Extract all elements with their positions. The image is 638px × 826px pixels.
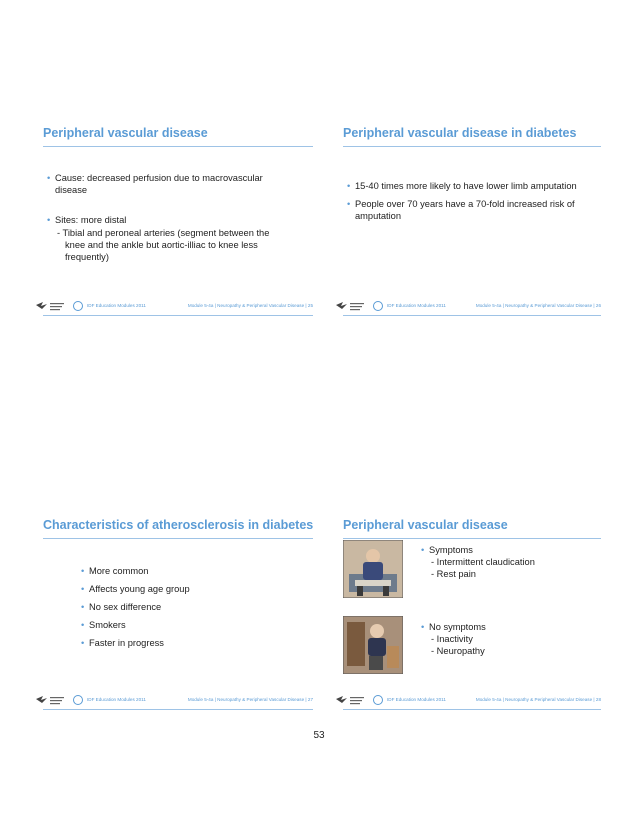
- bullet-item: [347, 180, 577, 192]
- footer-right-text: Module 5-4a | Neuropathy & Peripheral Vascular Disease | 25: [187, 303, 313, 308]
- bullet-item: [81, 619, 126, 631]
- bullet-text: Cause: decreased perfusion due to macrovascular: [55, 173, 263, 183]
- slide-title: Characteristics of atherosclerosis in diabetes: [43, 518, 314, 532]
- bullet-heading: [421, 544, 473, 556]
- footer-left-text: IDF Education Modules 2011: [87, 303, 146, 308]
- bullet-text: amputation: [355, 211, 401, 221]
- slide-title: Peripheral vascular disease: [343, 518, 508, 532]
- title-rule: [43, 538, 313, 539]
- sub-item: - Tibial and peroneal arteries (segment between the: [57, 228, 270, 238]
- bullet-text: Sites: more distal: [55, 215, 127, 225]
- bullet-icon: •: [47, 173, 51, 183]
- footer-right-text: Module 5-4a | Neuropathy & Peripheral Vascular Disease | 27: [187, 697, 313, 702]
- footer-rule: [343, 315, 601, 316]
- footer-right-text: Module 5-4a | Neuropathy & Peripheral Vascular Disease | 26: [475, 303, 601, 308]
- footer-left-text: IDF Education Modules 2011: [387, 697, 446, 702]
- bullet-text: Faster in progress: [89, 638, 164, 648]
- footer-left-text: IDF Education Modules 2011: [87, 697, 146, 702]
- bullet-text: No sex difference: [89, 602, 162, 612]
- idf-circle-icon: [373, 695, 383, 705]
- bullet-item: [81, 637, 164, 649]
- title-rule: [343, 538, 601, 539]
- idf-logo-icon: [35, 694, 71, 708]
- bullet-text: Affects young age group: [89, 584, 190, 594]
- bullet-icon: •: [81, 638, 85, 648]
- idf-logo-icon: [335, 694, 371, 708]
- footer-rule: [43, 709, 313, 710]
- idf-logo-icon: [335, 300, 371, 314]
- slide-footer: [343, 300, 601, 316]
- slide-title: Peripheral vascular disease: [43, 126, 208, 140]
- bullet-continuation: [355, 210, 401, 222]
- elderly-patient-photo: [343, 540, 403, 598]
- bullet-icon: •: [81, 566, 85, 576]
- bullet-heading: [421, 621, 486, 633]
- sub-item: - Intermittent claudication: [431, 557, 535, 567]
- idf-circle-icon: [73, 695, 83, 705]
- bullet-continuation: [55, 184, 87, 196]
- title-rule: [43, 146, 313, 147]
- bullet-text: 15-40 times more likely to have lower limb amputation: [355, 181, 577, 191]
- bullet-item: [81, 601, 162, 613]
- sub-item: - Neuropathy: [431, 646, 485, 656]
- bullet-text: No symptoms: [429, 622, 486, 632]
- sub-item: - Inactivity: [431, 634, 473, 644]
- bullet-text: More common: [89, 566, 149, 576]
- bullet-text: People over 70 years have a 70-fold increased risk of: [355, 199, 575, 209]
- bullet-icon: •: [81, 620, 85, 630]
- bullet-item: [47, 214, 127, 226]
- slide-footer: [43, 300, 313, 316]
- slide-2: [343, 126, 601, 308]
- footer-left-text: IDF Education Modules 2011: [387, 303, 446, 308]
- slide-footer: [43, 694, 313, 710]
- bullet-text: Smokers: [89, 620, 126, 630]
- sub-item: - Rest pain: [431, 569, 476, 579]
- slide-footer: [343, 694, 601, 710]
- bullet-icon: •: [81, 602, 85, 612]
- idf-circle-icon: [73, 301, 83, 311]
- footer-right-text: Module 5-4a | Neuropathy & Peripheral Vascular Disease | 28: [475, 697, 601, 702]
- bullet-item: [347, 198, 575, 210]
- bullet-text: disease: [55, 185, 88, 195]
- sub-item: knee and the ankle but aortic-illiac to knee less: [65, 240, 258, 250]
- bullet-icon: •: [347, 181, 351, 191]
- title-rule: [343, 146, 601, 147]
- slide-3: [43, 518, 314, 702]
- bullet-icon: •: [347, 199, 351, 209]
- slide-4: [343, 518, 601, 702]
- page-number: 53: [313, 730, 325, 741]
- bullet-text: Symptoms: [429, 545, 473, 555]
- elderly-man-photo: [343, 616, 403, 674]
- idf-logo-icon: [35, 300, 71, 314]
- bullet-item: [81, 583, 190, 595]
- bullet-icon: •: [47, 215, 51, 225]
- bullet-icon: •: [81, 584, 85, 594]
- slide-title: Peripheral vascular disease in diabetes: [343, 126, 577, 140]
- footer-rule: [343, 709, 601, 710]
- idf-circle-icon: [373, 301, 383, 311]
- slide-1: [43, 126, 313, 308]
- bullet-icon: •: [421, 545, 425, 555]
- bullet-icon: •: [421, 622, 425, 632]
- footer-rule: [43, 315, 313, 316]
- bullet-item: [47, 172, 263, 184]
- sub-item: frequently): [65, 252, 109, 262]
- bullet-item: [81, 565, 149, 577]
